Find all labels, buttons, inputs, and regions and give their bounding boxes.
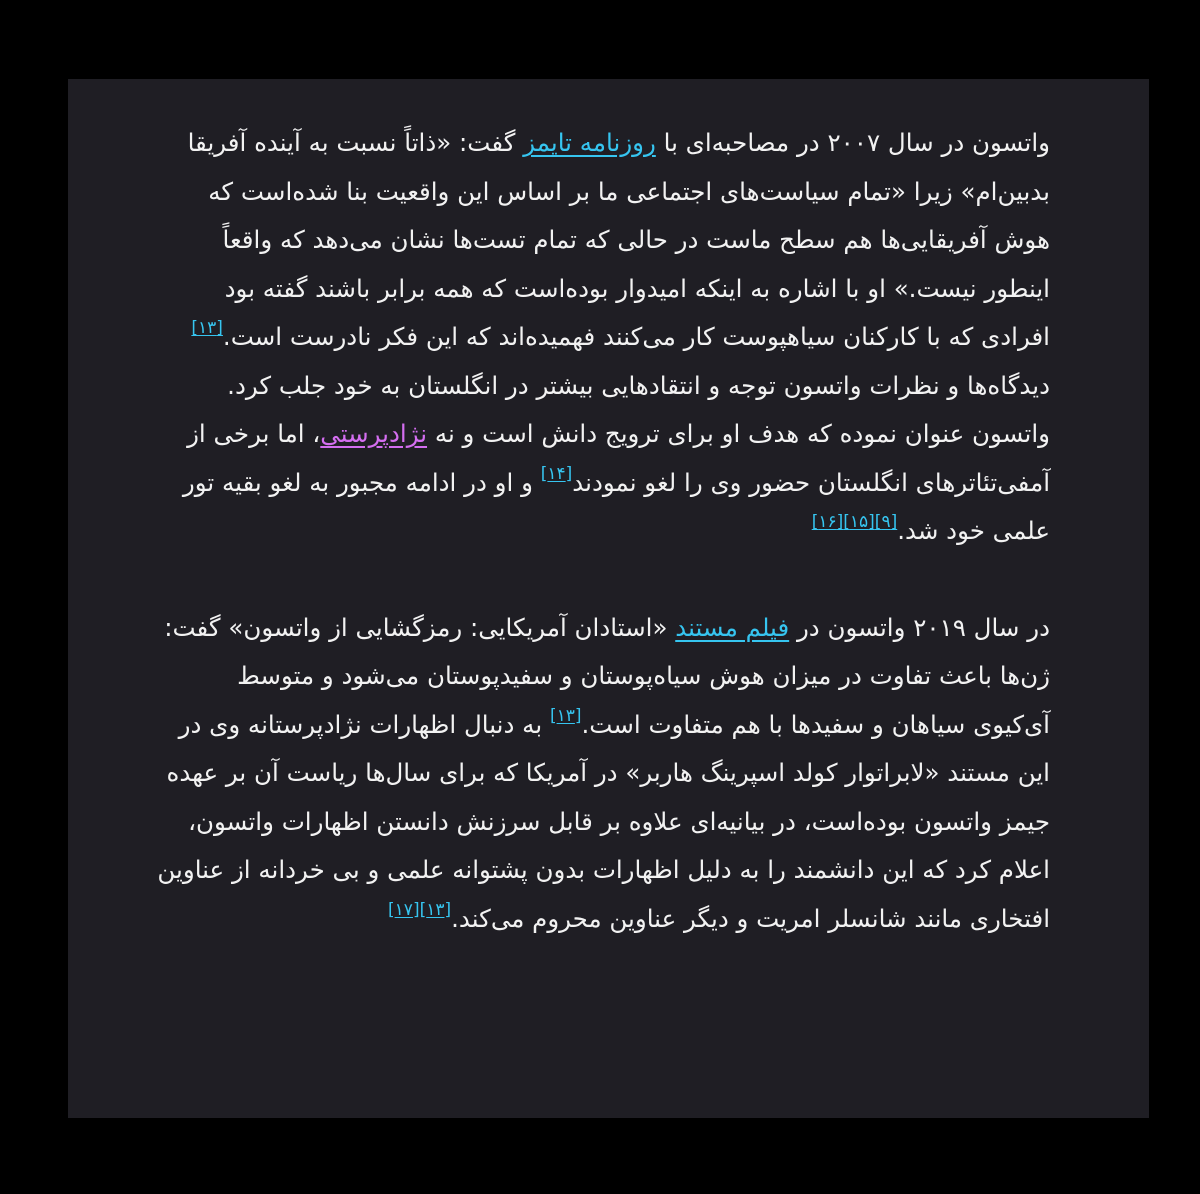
link-racism[interactable]: نژادپرستی [320, 419, 428, 448]
paragraph-text: گفت: «ذاتاً نسبت به آینده آفریقا بدبین‌ام» زیرا «تمام سیاست‌های اجتماعی ما بر اساس این واقعیت بنا شده‌است که هوش آفریقایی‌ها هم سطح ماست در حالی که تمام تست‌ها نشان می‌دهد که واقعاً اینطور نیست.» او با اشاره به اینکه امیدوار بوده‌است که همه برابر باشند گفته بود افرادی که با کارکنان سیاهپوست کار می‌کنند فهمیده‌اند که این فکر نادرست است. [187, 128, 1050, 351]
paragraph-text: دیدگاه‌ها و نظرات واتسون توجه و انتقادهایی بیشتر در انگلستان به خود جلب کرد. واتسون عنوان نموده که هدف او برای ترویج دانش است و نه [227, 370, 1050, 448]
paragraph-text: واتسون در سال ۲۰۰۷ در مصاحبه‌ای با [655, 128, 1050, 157]
link-documentary-film[interactable]: فیلم مستند [675, 612, 790, 642]
article-panel [68, 79, 1149, 1118]
citation-link-14[interactable]: [۱۴] [540, 463, 573, 484]
paragraph-text: در سال ۲۰۱۹ واتسون در [789, 612, 1050, 642]
paragraph-1 [154, 119, 1050, 556]
citation [541, 464, 573, 484]
citation-group [812, 512, 898, 532]
paragraph-2 [154, 604, 1050, 944]
citation-link-9[interactable]: [۹] [874, 512, 898, 532]
citation-link-15[interactable]: [۱۵] [843, 512, 875, 532]
paragraph-text: «استادان آمریکایی: رمزگشایی از واتسون» گفت: ژن‌ها باعث تفاوت در میزان هوش سیاه‌پوستان و سفیدپوستان می‌شود و متوسط آی‌کیوی سیاهان و سفیدها با هم متفاوت است. [164, 612, 1050, 739]
paragraph-text: به دنبال اظهارات نژادپرستانه وی در این مستند «لابراتوار کولد اسپرینگ هاربر» در آمریکا که برای سال‌ها ریاست آن بر عهده جیمز واتسون بوده‌است، در بیانیه‌ای علاوه بر قابل سرزنش دانستن اظهارات واتسون، اعلام کرد که این دانشمند را به دلیل اظهارات بدون پشتوانه علمی و بی خردانه از عناوین افتخاری مانند شانسلر امریت و دیگر عناوین محروم می‌کند. [157, 709, 1050, 933]
citation-link-13[interactable]: [۱۳] [549, 705, 582, 726]
citation-link-13[interactable]: [۱۳] [191, 318, 223, 338]
citation-link-17[interactable]: [۱۷] [388, 899, 420, 920]
citation [550, 706, 582, 726]
citation-link-13[interactable]: [۱۳] [419, 899, 452, 920]
link-times-newspaper[interactable]: روزنامه تایمز [523, 128, 656, 157]
citation [191, 318, 223, 338]
paragraph-text: ، اما برخی از آمفی‌تئاترهای انگلستان حضور وی را لغو نمودند [187, 419, 1050, 497]
paragraph-text: و او در ادامه مجبور به لغو بقیه تور علمی خود شد. [182, 467, 1050, 545]
citation-group [388, 900, 451, 920]
citation-link-16[interactable]: [۱۶] [811, 512, 844, 532]
article-content [154, 119, 1050, 943]
